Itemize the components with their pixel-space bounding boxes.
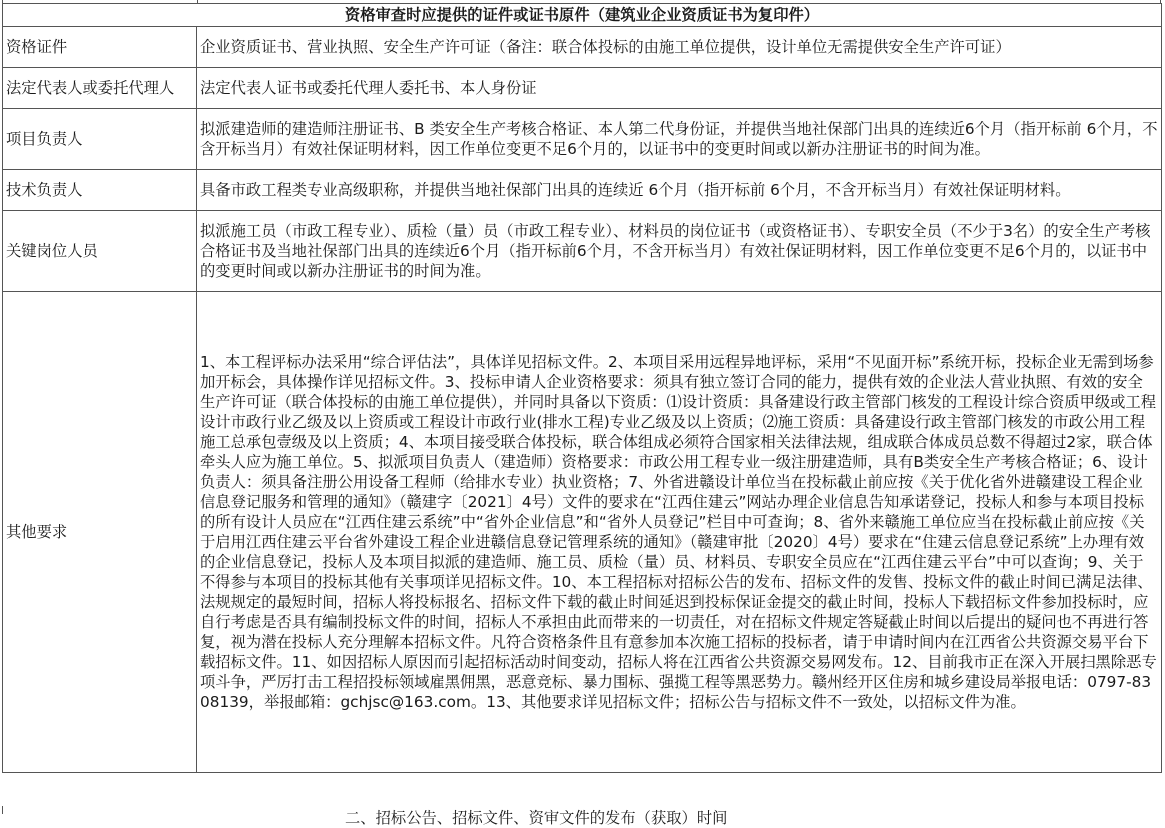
row-text-technical-lead: 具备市政工程类专业高级职称，并提供当地社保部门出具的连续近 6个月（指开标前 6个月，不含开标当月）有效社保证明材料。	[197, 170, 1162, 211]
next-section-heading-fragment	[0, 806, 1165, 827]
row-label-qualification-certificates: 资格证件	[3, 27, 197, 68]
table-row	[3, 170, 1162, 211]
row-label-key-personnel: 关键岗位人员	[3, 211, 197, 292]
row-label-legal-representative: 法定代表人或委托代理人	[3, 68, 197, 109]
row-text-other-requirements: 1、本工程评标办法采用“综合评估法”，具体详见招标文件。2、本项目采用远程异地评标，采用“不见面开标”系统开标，投标企业无需到场参加开标会，具体操作详见招标文件。3、投标申请人企业资格要求：须具有独立签订合同的能力，提供有效的企业法人营业执照、有效的安全生产许可证（联合体投标的由施工单位提供），并同时具备以下资质：⑴设计资质：具备建设行政主管部门核发的工程设计综合资质甲级或工程设计市政行业乙级及以上资质或工程设计市政行业(排水工程)专业乙级及以上资质；⑵施工资质：具备建设行政主管部门核发的市政公用工程施工总承包壹级及以上资质；4、本项目接受联合体投标，联合体组成必须符合国家相关法律法规，组成联合体成员总数不得超过2家，联合体牵头人应为施工单位。5、拟派项目负责人（建造师）资格要求：市政公用工程专业一级注册建造师，具有B类安全生产考核合格证；6、设计负责人：须具备注册公用设备工程师（给排水专业）执业资格；7、外省进赣设计单位当在投标截止前应按《关于优化省外进赣建设工程企业信息登记服务和管理的通知》（赣建字〔2021〕4号）文件的要求在“江西住建云”网站办理企业信息告知承诺登记，投标人和参与本项目投标的所有设计人员应在“江西住建云系统”中“省外企业信息”和“省外人员登记”栏目中可查询；8、省外来赣施工单位应当在投标截止前应按《关于启用江西住建云平台省外建设工程企业进赣信息登记管理系统的通知》（赣建审批〔2020〕4号）要求在“住建云信息登记系统”上办理有效的企业信息登记，投标人及本项目拟派的建造师、施工员、质检（量）员、材料员、专职安全员应在“江西住建云平台”中可以查询；9、关于不得参与本项目的投标其他有关事项详见招标文件。10、本工程招标对招标公告的发布、招标文件的发售、投标文件的截止时间已满足法律、法规规定的最短时间，招标人将投标报名、招标文件下载的截止时间延迟到投标保证金提交的截止时间，投标人下载招标文件参加投标时，应自行考虑是否具有编制投标文件的时间，招标人不承担由此而带来的一切责任，对在招标文件规定答疑截止时间以后提出的疑问也不再进行答复，视为潜在投标人充分理解本招标文件。凡符合资格条件且有意参加本次施工招标的投标者，请于申请时间内在江西省公共资源交易平台下载招标文件。11、如因招标人原因而引起招标活动时间变动，招标人将在江西省公共资源交易网发布。12、目前我市正在深入开展扫黑除恶专项斗争，严厉打击工程招投标领域雇黑佣黑，恶意竞标、暴力围标、强揽工程等黑恶势力。赣州经开区住房和城乡建设局举报电话：0797-8308139，举报邮箱：gchjsc@163.com。13、其他要求详见招标文件；招标公告与招标文件不一致处，以招标文件为准。	[197, 292, 1162, 773]
table-row	[3, 68, 1162, 109]
table-title: 资格审查时应提供的证件或证书原件（建筑业企业资质证书为复印件）	[3, 4, 1162, 27]
row-label-project-manager: 项目负责人	[3, 109, 197, 170]
table-row	[3, 27, 1162, 68]
row-label-technical-lead: 技术负责人	[3, 170, 197, 211]
row-label-other-requirements: 其他要求	[3, 292, 197, 773]
next-section-heading: 二、招标公告、招标文件、资审文件的发布（获取）时间	[345, 809, 728, 827]
row-text-qualification-certificates: 企业资质证书、营业执照、安全生产许可证（备注：联合体投标的由施工单位提供，设计单位无需提供安全生产许可证）	[197, 27, 1162, 68]
table-title-row	[3, 4, 1162, 27]
left-border-stub	[2, 806, 3, 814]
table-row	[3, 292, 1162, 773]
qualification-table	[2, 3, 1162, 773]
qualification-table-container	[2, 3, 1161, 773]
table-row	[3, 109, 1162, 170]
row-text-legal-representative: 法定代表人证书或委托代理人委托书、本人身份证	[197, 68, 1162, 109]
row-text-project-manager: 拟派建造师的建造师注册证书、B 类安全生产考核合格证、本人第二代身份证，并提供当地社保部门出具的连续近6个月（指开标前 6个月，不含开标当月）有效社保证明材料，因工作单位变更不足6个月的，以证书中的变更时间或以新办注册证书的时间为准。	[197, 109, 1162, 170]
row-text-key-personnel: 拟派施工员（市政工程专业）、质检（量）员（市政工程专业）、材料员的岗位证书（或资格证书）、专职安全员（不少于3名）的安全生产考核合格证书及当地社保部门出具的连续近6个月（指开标前6个月，不含开标当月）有效社保证明材料，因工作单位变更不足6个月的，以证书中的变更时间或以新办注册证书的时间为准。	[197, 211, 1162, 292]
table-row	[3, 211, 1162, 292]
